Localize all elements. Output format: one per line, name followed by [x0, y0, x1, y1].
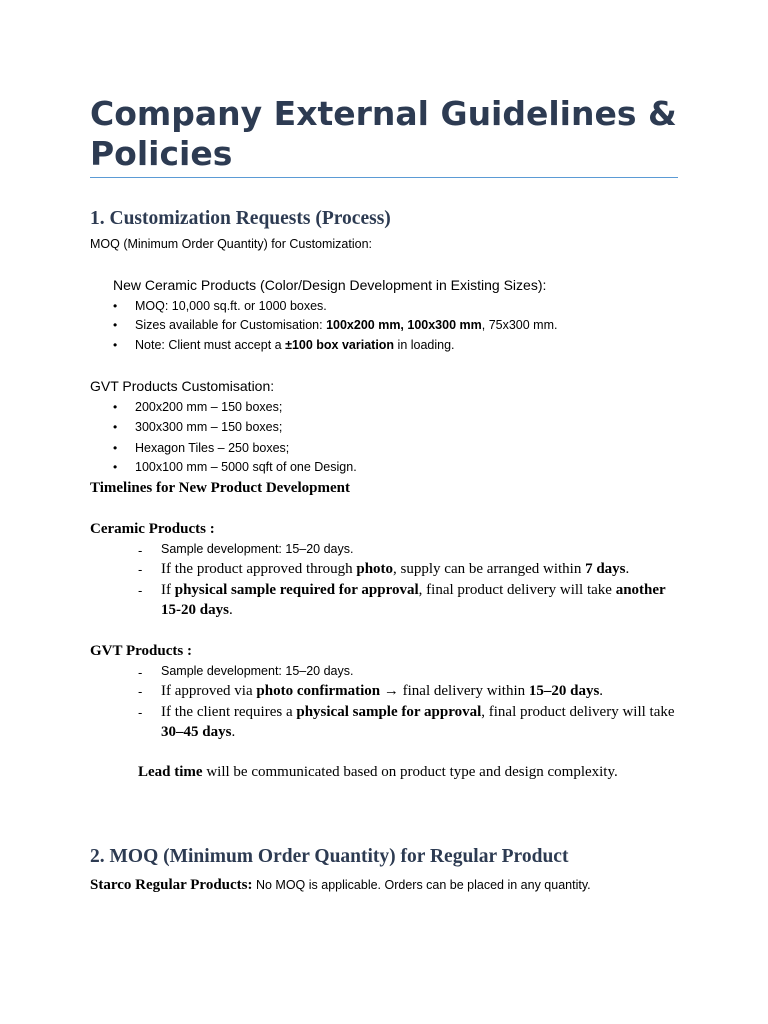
item-bold-text: ±100 box variation [285, 338, 395, 352]
bullet-icon: • [113, 441, 118, 455]
list-item: • 300x300 mm – 150 boxes; [113, 420, 283, 434]
list-item: • 200x200 mm – 150 boxes; [113, 400, 283, 414]
gvt-products-label: GVT Products : [90, 643, 192, 659]
list-item: • Hexagon Tiles – 250 boxes; [113, 441, 290, 455]
moq-customization-label: MOQ (Minimum Order Quantity) for Customization: [90, 237, 373, 251]
item-text: , 75x300 mm. [481, 318, 558, 332]
bullet-icon: • [113, 299, 118, 313]
dash-icon: - [138, 543, 143, 558]
bullet-icon: • [113, 460, 118, 474]
list-item: - If the product approved through photo, supply can be arranged within 7 days. [138, 561, 630, 577]
list-item: - Sample development: 15–20 days. [138, 542, 354, 558]
dash-icon: - [138, 684, 143, 699]
dash-icon: - [138, 583, 143, 598]
list-item: • 100x100 mm – 5000 sqft of one Design. [113, 460, 357, 474]
ceramic-products-label: Ceramic Products : [90, 521, 215, 537]
gvt-customisation-heading: GVT Products Customisation: [90, 378, 275, 394]
title-divider [90, 177, 678, 178]
dash-icon: - [138, 705, 143, 720]
section-1-heading: 1. Customization Requests (Process) [90, 208, 391, 229]
bullet-icon: • [113, 318, 118, 332]
timelines-heading: Timelines for New Product Development [90, 480, 350, 496]
page-title: Company External Guidelines & Policies [90, 94, 677, 173]
item-bold-text: 100x200 mm, 100x300 mm [326, 318, 482, 332]
ceramic-customization-heading: New Ceramic Products (Color/Design Development in Existing Sizes): [113, 277, 547, 293]
list-item [113, 318, 558, 332]
item-text: Sizes available for Customisation: [135, 318, 327, 332]
bullet-icon: • [113, 338, 118, 352]
list-item: - If approved via photo confirmation → final delivery within 15–20 days. [138, 683, 604, 699]
starco-regular-note: Starco Regular Products: No MOQ is applicable. Orders can be placed in any quantity. [90, 877, 591, 893]
item-text: MOQ: 10,000 sq.ft. or 1000 boxes. [135, 299, 327, 313]
item-text: in loading. [394, 338, 455, 352]
item-text: Note: Client must accept a [135, 338, 286, 352]
bullet-icon: • [113, 400, 118, 414]
dash-icon: - [138, 665, 143, 680]
section-2-heading: 2. MOQ (Minimum Order Quantity) for Regular Product [90, 846, 569, 867]
lead-time-note: Lead time will be communicated based on product type and design complexity. [138, 764, 618, 780]
dash-icon: - [138, 562, 143, 577]
list-item: - If physical sample required for approval, final product delivery will take another 15-20 days. [138, 582, 666, 618]
bullet-icon: • [113, 420, 118, 434]
list-item [113, 338, 455, 352]
list-item: - Sample development: 15–20 days. [138, 664, 354, 680]
list-item [113, 299, 327, 313]
list-item: - If the client requires a physical sample for approval, final product delivery will take 30–45 days. [138, 704, 675, 740]
